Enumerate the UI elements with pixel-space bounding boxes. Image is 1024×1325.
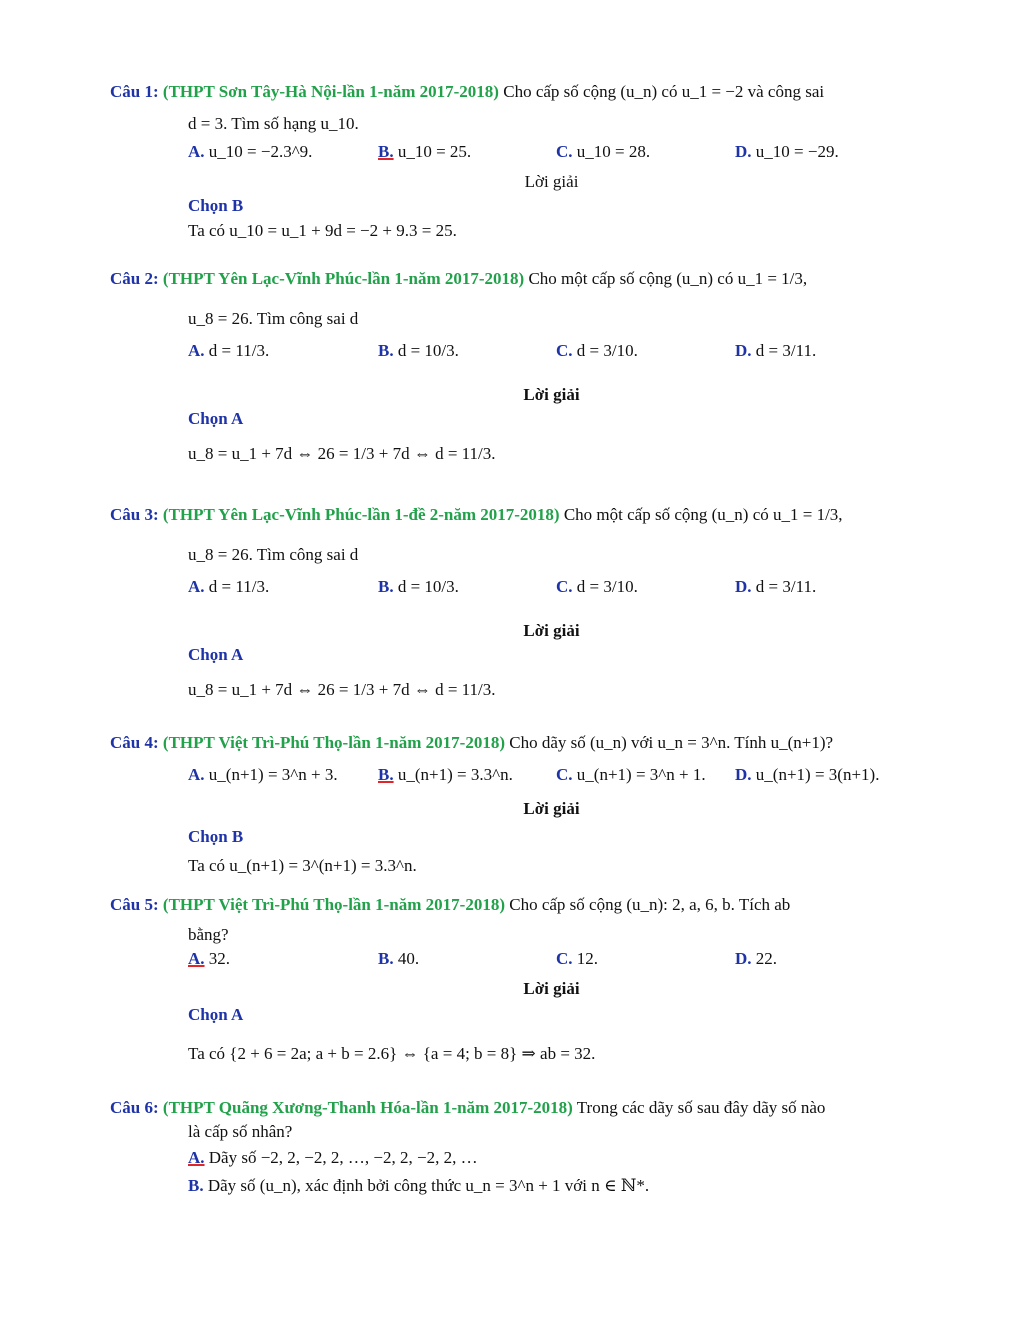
option-text: u_(n+1) = 3^n + 1.: [576, 765, 706, 784]
option-b[interactable]: [378, 577, 459, 597]
option-letter: B.: [378, 949, 394, 968]
option-letter: A.: [188, 577, 205, 596]
option-letter: C.: [556, 765, 573, 784]
option-b[interactable]: [378, 949, 419, 969]
solution-line: u_8 = u_1 + 7d ⇔ 26 = 1/3 + 7d ⇔ d = 11/3.: [188, 680, 496, 699]
question-6-stem: [110, 1096, 915, 1120]
option-letter: C.: [556, 949, 573, 968]
question-label: Câu 5:: [110, 895, 159, 914]
question-text-cont: d = 3. Tìm số hạng u_10.: [188, 114, 359, 133]
solution-heading: Lời giải: [523, 979, 580, 998]
question-text: Cho một cấp số cộng (u_n) có u_1 = 1/3,: [528, 269, 808, 288]
option-letter: C.: [556, 142, 573, 161]
answer-options: [188, 949, 915, 977]
solution-heading: Lời giải: [523, 385, 580, 404]
question-4: [110, 731, 915, 879]
question-1-stem: [110, 80, 915, 104]
chosen-answer: Chọn A: [188, 409, 244, 428]
question-source: (THPT Yên Lạc-Vĩnh Phúc-lần 1-năm 2017-2018): [162, 269, 525, 288]
question-label: Câu 2:: [110, 269, 159, 288]
question-source: (THPT Việt Trì-Phú Thọ-lần 1-năm 2017-2018): [162, 733, 505, 752]
option-letter: A.: [188, 142, 205, 161]
option-a[interactable]: [188, 765, 338, 785]
option-text: u_(n+1) = 3.3^n.: [397, 765, 513, 784]
chosen-answer: Chọn A: [188, 645, 244, 664]
question-text: Trong các dãy số sau đây dãy số nào: [576, 1098, 826, 1117]
option-letter: A.: [188, 1148, 205, 1167]
question-5-stem: [110, 893, 915, 917]
option-letter: B.: [378, 577, 394, 596]
question-label: Câu 4:: [110, 733, 159, 752]
option-d[interactable]: [735, 949, 777, 969]
solution-heading: Lời giải: [523, 799, 580, 818]
question-text: Cho cấp số cộng (u_n) có u_1 = −2 và công sai: [503, 82, 825, 101]
solution-heading: Lời giải: [523, 621, 580, 640]
question-3: [110, 503, 915, 703]
solution-line: Ta có u_(n+1) = 3^(n+1) = 3.3^n.: [188, 856, 417, 875]
answer-options: [188, 765, 915, 793]
option-text: Dãy số −2, 2, −2, 2, …, −2, 2, −2, 2, …: [208, 1148, 478, 1167]
question-source: (THPT Quãng Xương-Thanh Hóa-lần 1-năm 2017-2018): [162, 1098, 573, 1117]
option-letter: B.: [378, 765, 394, 784]
option-text: u_(n+1) = 3^n + 3.: [208, 765, 338, 784]
option-text: 22.: [755, 949, 778, 968]
option-d[interactable]: [735, 142, 839, 162]
option-text: u_10 = 25.: [397, 142, 472, 161]
option-text: d = 3/11.: [755, 577, 817, 596]
option-letter: D.: [735, 577, 752, 596]
option-text: u_10 = −29.: [755, 142, 839, 161]
option-letter: B.: [188, 1176, 204, 1195]
question-label: Câu 1:: [110, 82, 159, 101]
solution-line: Ta có u_10 = u_1 + 9d = −2 + 9.3 = 25.: [188, 221, 457, 240]
option-text: 12.: [576, 949, 599, 968]
option-b[interactable]: [188, 1174, 915, 1198]
question-source: (THPT Việt Trì-Phú Thọ-lần 1-năm 2017-2018): [162, 895, 505, 914]
option-letter: C.: [556, 577, 573, 596]
option-c[interactable]: [556, 142, 650, 162]
question-label: Câu 3:: [110, 505, 159, 524]
option-text: d = 11/3.: [208, 577, 270, 596]
option-c[interactable]: [556, 765, 706, 785]
option-a[interactable]: [188, 1146, 915, 1170]
option-letter: C.: [556, 341, 573, 360]
option-text: d = 3/10.: [576, 341, 638, 360]
option-letter: A.: [188, 341, 205, 360]
option-text: u_(n+1) = 3(n+1).: [755, 765, 880, 784]
chosen-answer: Chọn B: [188, 827, 244, 846]
question-6: [110, 1096, 915, 1198]
option-d[interactable]: [735, 577, 816, 597]
question-text: Cho dãy số (u_n) với u_n = 3^n. Tính u_(n+1)?: [509, 733, 834, 752]
option-c[interactable]: [556, 341, 638, 361]
solution-heading: Lời giải: [524, 172, 579, 191]
option-letter: D.: [735, 341, 752, 360]
question-text: Cho cấp số cộng (u_n): 2, a, 6, b. Tích ab: [509, 895, 791, 914]
option-text: d = 3/11.: [755, 341, 817, 360]
option-text: d = 3/10.: [576, 577, 638, 596]
question-text: Cho một cấp số cộng (u_n) có u_1 = 1/3,: [563, 505, 843, 524]
option-letter: D.: [735, 142, 752, 161]
answer-options: [188, 142, 915, 170]
question-4-stem: [110, 731, 915, 755]
option-a[interactable]: [188, 577, 269, 597]
option-a[interactable]: [188, 341, 269, 361]
option-text: Dãy số (u_n), xác định bởi công thức u_n = 3^n + 1 với n ∈ ℕ*.: [207, 1176, 650, 1195]
question-2: [110, 267, 915, 467]
option-letter: B.: [378, 341, 394, 360]
option-text: d = 11/3.: [208, 341, 270, 360]
option-letter: D.: [735, 765, 752, 784]
question-source: (THPT Yên Lạc-Vĩnh Phúc-lần 1-đề 2-năm 2017-2018): [162, 505, 560, 524]
solution-line: Ta có {2 + 6 = 2a; a + b = 2.6} ⇔ {a = 4; b = 8} ⇒ ab = 32.: [188, 1044, 596, 1063]
question-text-cont: là cấp số nhân?: [188, 1122, 293, 1141]
option-d[interactable]: [735, 765, 879, 785]
option-letter: B.: [378, 142, 394, 161]
option-text: d = 10/3.: [397, 341, 459, 360]
option-b[interactable]: [378, 142, 471, 162]
option-text: u_10 = −2.3^9.: [208, 142, 313, 161]
question-2-stem: [110, 267, 915, 291]
option-d[interactable]: [735, 341, 816, 361]
option-b[interactable]: [378, 765, 513, 785]
option-c[interactable]: [556, 577, 638, 597]
question-label: Câu 6:: [110, 1098, 159, 1117]
question-5: [110, 893, 915, 1067]
option-b[interactable]: [378, 341, 459, 361]
option-a[interactable]: [188, 949, 230, 969]
option-letter: A.: [188, 949, 205, 968]
option-letter: A.: [188, 765, 205, 784]
question-3-stem: [110, 503, 915, 527]
solution-line: u_8 = u_1 + 7d ⇔ 26 = 1/3 + 7d ⇔ d = 11/3.: [188, 444, 496, 463]
chosen-answer: Chọn B: [188, 196, 244, 215]
question-text-cont: u_8 = 26. Tìm công sai d: [188, 545, 359, 564]
question-1: [110, 80, 915, 244]
option-text: d = 10/3.: [397, 577, 459, 596]
question-text-cont: bằng?: [188, 925, 229, 944]
option-text: 40.: [397, 949, 420, 968]
answer-options: [188, 341, 915, 383]
option-a[interactable]: [188, 142, 312, 162]
option-text: u_10 = 28.: [576, 142, 651, 161]
question-text-cont: u_8 = 26. Tìm công sai d: [188, 309, 359, 328]
answer-options: [188, 577, 915, 619]
chosen-answer: Chọn A: [188, 1005, 244, 1024]
option-text: 32.: [208, 949, 231, 968]
option-c[interactable]: [556, 949, 598, 969]
question-source: (THPT Sơn Tây-Hà Nội-lần 1-năm 2017-2018): [162, 82, 499, 101]
option-letter: D.: [735, 949, 752, 968]
